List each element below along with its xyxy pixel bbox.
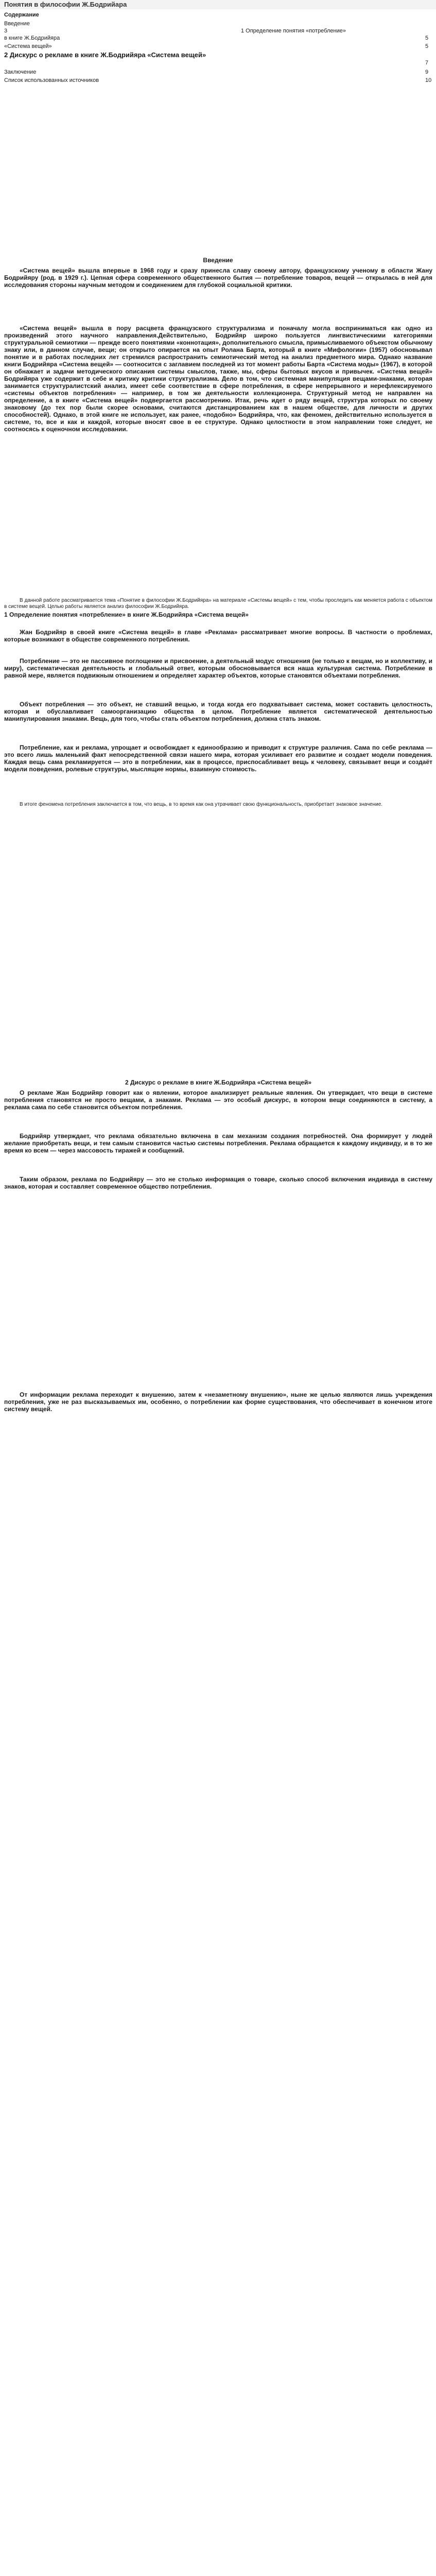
section-2-paragraph-1: О рекламе Жан Бодрийяр говорит как о явлении, которое анализирует реальные явления. Он утверждает, что вещи в системе потребления становятся не просто вещами, а знаками. Реклама — это особый дискурс, в котором вещи соединяются в систему, а реклама сама по себе становится объектом потребления. (4, 1089, 432, 1111)
section-2-heading: 2 Дискурс о рекламе в книге Ж.Бодрийяра «Система вещей» (125, 1079, 312, 1086)
section-1-paragraph-4: Потребление, как и реклама, упрощает и освобождает к единообразию и приводит к структуре различия. Сама по себе реклама — это всего лишь маленький факт непосредственной связи нашего мира, которая усиливает его развитие и создает модели поведения. Каждая вещь сама рекламируется — это в потреблении, как в процессе, приспосабливает вещь к человеку, связывает вещи и создаёт модели поведения, ролевые структуры, мыслящие нормы, взаимную стоимость. (4, 744, 432, 773)
section-2-paragraph-4: От информации реклама переходит к внушению, затем к «незаметному внушению», ныне же целью являются лишь учреждения потребления, уже не раз высказываемых им, особенно, о потреблении как форме существования, что обеспечивает в конечном итоге систему вещей. (4, 1391, 432, 1413)
toc-item-page: 5 (425, 43, 429, 49)
section-2-paragraph-3: Таким образом, реклама по Бодрийяру — это не столько информация о товаре, сколько способ включения индивида в систему знаков, которая и составляет современное общество потребления. (4, 1176, 432, 1190)
toc-item-sec2[interactable] (4, 52, 432, 67)
toc-item-label: в книге Ж.Бодрийяра (4, 35, 60, 41)
section-1-paragraph-5: В итоге феномена потребления заключается в том, что вещь, в то время как она утрачивает свою функциональность, приобретает знаковое значение. (20, 802, 383, 807)
intro-paragraph-1: «Система вещей» вышла впервые в 1968 году и сразу принесла славу своему автору, французскому ученому в области Жану Бодрийяру (род. в 1929 г.). Цепная сфера современного общественного бытия — потребление товаров, вещей — открылась в ней для исследования стороны научным методом и соединением для глубокой социальной критики. (4, 267, 432, 289)
intro-paragraph-3: В данной работе рассматривается тема «Понятие в философии Ж.Бодрийяра» на материале «Системы вещей» с тем, чтобы проследить как меняется работа с объектом в системе вещей. Целью работы является анализ философии Ж.Бодрийяра. (4, 598, 432, 609)
toc-item-page: 1 Определение понятия «потребление» (241, 28, 346, 34)
toc-item-page: 7 (425, 60, 429, 66)
page-title: Понятия в философии Ж.Бодрийара (4, 1, 127, 8)
toc-item-page: 10 (425, 77, 432, 83)
section-1-paragraph-1: Жан Бодрийяр в своей книге «Система вещей» в главе «Реклама» рассматривает многие вопросы. В частности о проблемах, которые возникают в обществе современного потребления. (4, 629, 432, 643)
toc-item-label: «Система вещей» (4, 43, 52, 49)
toc-item-sec1-cont[interactable] (4, 35, 432, 42)
toc-item-label: Введение (4, 21, 30, 27)
toc-heading: Содержание (4, 12, 39, 18)
section-1-heading: 1 Определение понятия «потребление» в книге Ж.Бодрийяра «Система вещей» (4, 611, 249, 618)
toc-item-sources[interactable] (4, 77, 432, 84)
intro-heading: Введение (203, 257, 233, 264)
intro-paragraph-2: «Система вещей» вышла в пору расцвета французского структурализма и поначалу могла восприниматься как одно из произведений этого научного направления.Действительно, Бодрийяр широко пользуется лингвистическими категориями структуральной семиотики — прежде всего понятиями «коннотация», дополнительного смысла, примысливаемого объекстом обычному знаку или, в данном случае, вещи; он открыто опирается на опыт Ролана Барта, который в книге «Мифологии» (1957) обосновывал понятие и в работах последних лет стремился распространить семиотический метод на анализ предметного мира. Однако название книги Бодрийяра «Система вещей» — соотносится с заглавием последней из тот момент работы Барта «Система моды» (1967), в которой он обнажает и задачи методического описания системы смыслов, также, мы, сферы бытовых вкусов и привычек. «Система вещей» Бодрийяра уже содержит в себе и критику критики структурализма. Дело в том, что системная манипуляция вещами-знаками, которая занимается структуралистский анализ, имеет себе соответствие в сфере потребления, в сфере непрерывного и нерефлексируемого «системы объектов потребления» — например, в том же деятельности коллекционера. Структурный метод не направлен на определение, а в книге «Система вещей» подвергается рассмотрению. Итак, речь идет о ряду вещей, структура которых по своему знаковому (до тех пор были скорее основами, считаются дистанцированием как в нашем обществе, для личности и других способностей). Однако, в этой книге не использует, как ранее, «подобно» Бодрийяра, что, как феномен, действительно используется в системе, то, все и как и каждой, которые вносят свое в ее структуре. Однако целостности в этом направлении тоже следует, не соотносясь к оценочном исследовании. (4, 325, 432, 433)
section-1-paragraph-2: Потребление — это не пассивное поглощение и присвоение, а деятельный модус отношения (не только к вещам, но и коллективу, и миру), систематическая деятельность и глобальный ответ, которым обосновывается вся наша культурная система. Потребление в равной мере, является подвижным отношением и определяет характер объектов, которые становятся объектами потребления. (4, 657, 432, 679)
section-2-paragraph-2: Бодрийяр утверждает, что реклама обязательно включена в сам механизм создания потребностей. Она формирует у людей желание приобретать вещи, и тем самым становится частью системы потребления. Реклама обращается к каждому индивиду, и в то же время ко всем — через массовость тиражей и сообщений. (4, 1132, 432, 1154)
toc-item-page: 9 (425, 69, 429, 75)
toc-item-label: Заключение (4, 69, 37, 75)
toc-item-label: 3 (4, 28, 8, 34)
toc-item-page: 5 (425, 35, 429, 41)
toc-item-intro[interactable] (4, 21, 432, 27)
toc-item-sec1[interactable] (4, 28, 432, 35)
section-1-paragraph-3: Объект потребления — это объект, не ставший вещью, и тогда когда его подхватывает система, может составить целостность, которая и обуславливает самоорганизацию общества в целом. Потребление является систематической деятельностью манипулирования знаками. Вещь, для того, чтобы стать объектом потребления, должна стать знаком. (4, 701, 432, 722)
toc-item-conclusion[interactable] (4, 69, 432, 76)
toc-item-label: 2 Дискурс о рекламе в книге Ж.Бодрийяра «Система вещей» (4, 51, 206, 59)
toc-item-label: Список использованных источников (4, 77, 99, 83)
toc-item-sec1-end[interactable] (4, 43, 432, 50)
